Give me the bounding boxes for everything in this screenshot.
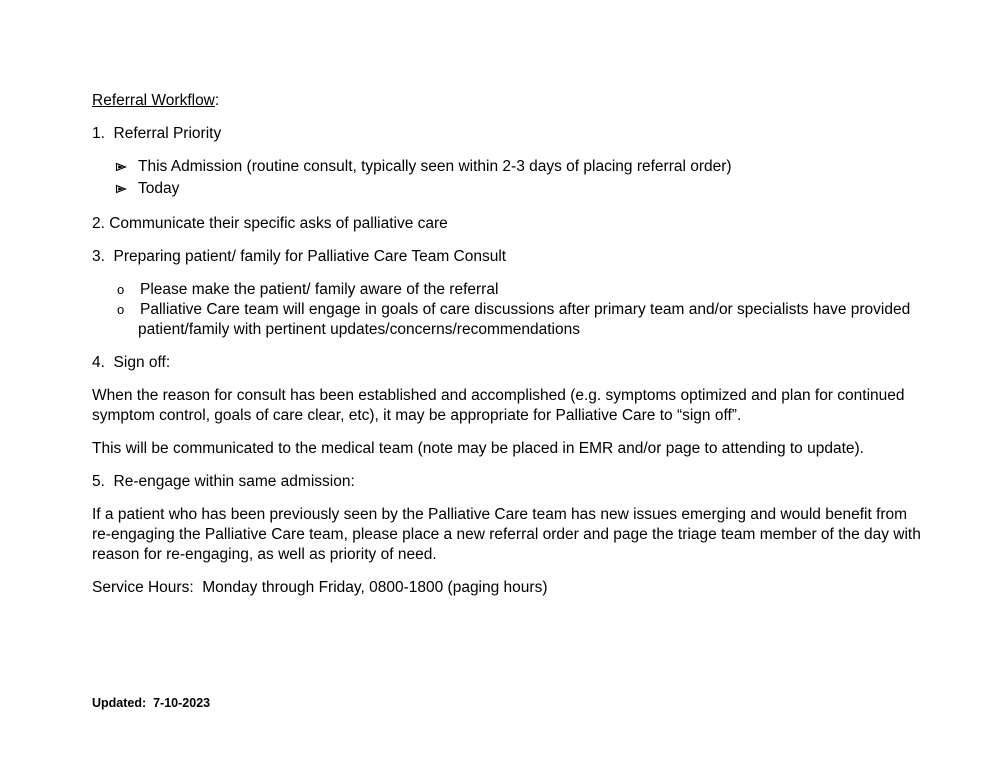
circle-bullet-icon: o xyxy=(117,282,125,297)
bullet-text: Please make the patient/ family aware of the referral xyxy=(140,281,499,298)
updated-date: Updated: 7-10-2023 xyxy=(92,696,211,710)
paragraph-line: When the reason for consult has been established and accomplished (e.g. symptoms optimized and plan for continued xyxy=(92,387,905,404)
paragraph-line: reason for re-engaging, as well as priority of need. xyxy=(92,546,437,563)
paragraph-line: re-engaging the Palliative Care team, please place a new referral order and page the triage team member of the day with xyxy=(92,526,921,543)
document-title-text: Referral Workflow xyxy=(92,92,215,109)
paragraph-line: If a patient who has been previously seen by the Palliative Care team has new issues emerging and would benefit from xyxy=(92,506,908,523)
bullet-item-aware xyxy=(92,280,940,300)
document-title-colon: : xyxy=(214,92,220,109)
document-title xyxy=(92,91,940,111)
arrow-bullet-icon xyxy=(115,179,138,201)
bullet-item-this-admission xyxy=(92,157,940,179)
bullet-item-engage xyxy=(92,300,940,320)
paragraph-signoff xyxy=(92,386,940,426)
bullet-text: Palliative Care team will engage in goals of care discussions after primary team and/or specialists have provided xyxy=(140,301,911,318)
bullet-item-today xyxy=(92,179,940,201)
list-item-1: 1. Referral Priority xyxy=(92,125,222,142)
paragraph-line: symptom control, goals of care clear, etc), it may be appropriate for Palliative Care to “sign off”. xyxy=(92,407,742,424)
circle-bullet-icon: o xyxy=(117,302,125,317)
bullet-group-priority xyxy=(92,157,940,201)
list-item-3: 3. Preparing patient/ family for Palliative Care Team Consult xyxy=(92,248,507,265)
bullet-text: Today xyxy=(138,180,180,197)
bullet-text-continuation: patient/family with pertinent updates/concerns/recommendations xyxy=(138,321,580,338)
document-content xyxy=(92,91,940,611)
list-item-4: 4. Sign off: xyxy=(92,354,171,371)
service-hours: Service Hours: Monday through Friday, 0800-1800 (paging hours) xyxy=(92,579,548,596)
paragraph-communicated: This will be communicated to the medical team (note may be placed in EMR and/or page to attending to update). xyxy=(92,440,864,457)
list-item-5: 5. Re-engage within same admission: xyxy=(92,473,355,490)
bullet-group-preparing xyxy=(92,280,940,340)
list-item-2: 2. Communicate their specific asks of palliative care xyxy=(92,215,448,232)
paragraph-reengage xyxy=(92,505,940,565)
bullet-text: This Admission (routine consult, typically seen within 2-3 days of placing referral order) xyxy=(138,158,732,175)
arrow-bullet-icon xyxy=(115,157,138,179)
